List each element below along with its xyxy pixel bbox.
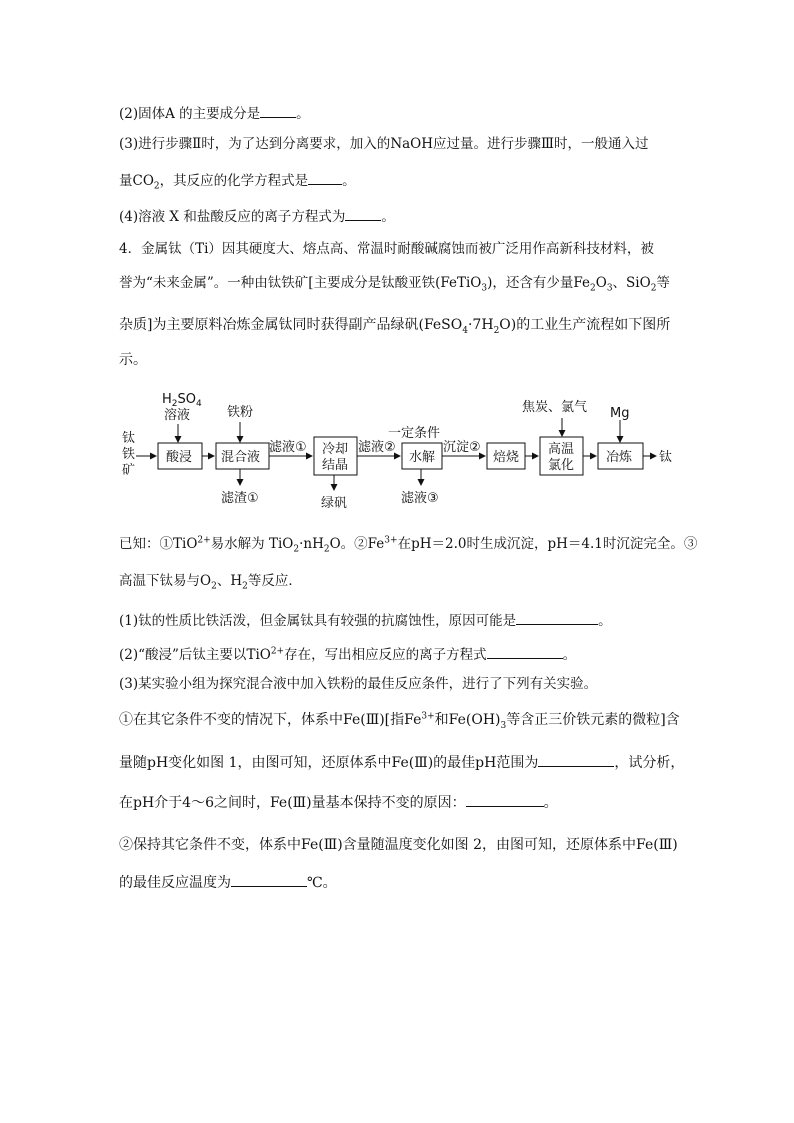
- input-ilmenite-char: 钛: [122, 431, 136, 446]
- subquestion-1-line1: ①在其它条件不变的情况下，体系中Fe(Ⅲ)[指$Fe^{3+}$和$Fe(OH)_3$等含正三价铁元素的微粒]含: [119, 711, 680, 731]
- question-3-3-line1: (3)进行步骤Ⅱ时，为了达到分离要求，加入的NaOH应过量。进行步骤Ⅲ时，一般通入过: [119, 136, 649, 152]
- subquestion-1-line3: 在pH介于4～6之间时，Fe(Ⅲ)量基本保持不变的原因： 。: [119, 795, 558, 811]
- subquestion-2-line2: 的最佳反应温度为 ℃。: [119, 875, 337, 891]
- reagent-solution-label: 溶液: [164, 408, 191, 423]
- question-3-2: (2)固体A 的主要成分是 。: [119, 106, 310, 122]
- known-conditions-line2: 高温下钛易与$O_2$、$H_2$等反应．: [119, 573, 302, 592]
- box-label-mixture: 混合液: [221, 450, 261, 465]
- answer-blank[interactable]: [466, 793, 544, 807]
- process-flow-diagram: [118, 390, 678, 512]
- condition-label: 一定条件: [388, 426, 441, 441]
- box-label-crystallize: 结晶: [322, 458, 349, 473]
- answer-blank[interactable]: [487, 645, 563, 659]
- answer-blank[interactable]: [231, 873, 307, 887]
- known-conditions-line1: 已知：①TiO$^{2+}$易水解为 $TiO_2\cdot nH_2O$。$②Fe^{3+}$在pH＝2.0时生成沉淀，pH＝4.1时沉淀完全。③: [119, 535, 698, 555]
- question-4-line4: 示。: [119, 352, 147, 368]
- answer-blank[interactable]: [516, 611, 598, 625]
- reagent-mg: Mg: [610, 406, 630, 421]
- question-4-1: (1)钛的性质比铁活泼，但金属钛具有较强的抗腐蚀性，原因可能是 。: [119, 613, 612, 629]
- answer-blank[interactable]: [260, 104, 296, 118]
- input-ilmenite-char: 矿: [122, 463, 136, 478]
- answer-blank[interactable]: [345, 207, 381, 221]
- output-residue1: 滤渣①: [221, 491, 259, 506]
- reagent-coke-chlorine: 焦炭、氯气: [522, 400, 588, 415]
- reagent-h2so4: $H_2SO_4$: [162, 392, 202, 409]
- box-label-acid-leach: 酸浸: [166, 450, 193, 465]
- output-titanium: 钛: [659, 450, 673, 465]
- arrow-label-filtrate2: 滤液②: [358, 440, 396, 455]
- question-4-line2: 誉为“未来金属”。一种由钛铁矿[主要成分是钛酸亚铁(FeTiO$_3$)，还含有少量$Fe_2O_3$、SiO$_2$等: [119, 275, 670, 294]
- question-3-4: (4)溶液 X 和盐酸反应的离子方程式为 。: [119, 209, 395, 225]
- answer-blank[interactable]: [538, 753, 614, 767]
- box-label-cool: 冷却: [322, 442, 349, 457]
- subquestion-2-line1: ②保持其它条件不变，体系中Fe(Ⅲ)含量随温度变化如图 2，由图可知，还原体系中Fe(Ⅲ): [119, 837, 678, 853]
- question-4-3: (3)某实验小组为探究混合液中加入铁粉的最佳反应条件，进行了下列有关实验。: [119, 676, 598, 692]
- question-4-2: (2)“酸浸”后钛主要以TiO$^{2+}$存在，写出相应反应的离子方程式 。: [119, 646, 577, 663]
- question-4-line3: 杂质]为主要原料冶炼金属钛同时获得副产品绿矾$(FeSO_4\cdot 7H_2O)$的工业生产流程如下图所: [119, 317, 671, 336]
- question-3-3-line2: 量$CO_2$，其反应的化学方程式是 。: [119, 173, 356, 192]
- input-ilmenite-char: 铁: [122, 447, 136, 462]
- answer-blank[interactable]: [308, 171, 342, 185]
- arrow-label-filtrate1: 滤液①: [269, 440, 307, 455]
- arrow-label-precipitate2: 沉淀②: [443, 440, 481, 455]
- output-green-vitriol: 绿矾: [321, 496, 348, 511]
- reagent-iron-powder: 铁粉: [227, 405, 254, 420]
- box-label-high-temp: 高温: [548, 442, 575, 457]
- subquestion-1-line2: 量随pH变化如图 1，由图可知，还原体系中Fe(Ⅲ)的最佳pH范围为 ，试分析，: [119, 755, 685, 771]
- output-filtrate3: 滤液③: [401, 491, 439, 506]
- box-label-smelting: 冶炼: [606, 450, 633, 465]
- box-label-roast: 焙烧: [493, 450, 520, 465]
- box-label-hydrolysis: 水解: [409, 450, 436, 465]
- box-label-chlorinate: 氯化: [548, 458, 575, 473]
- question-4-line1: 4．金属钛（Ti）因其硬度大、熔点高、常温时耐酸碱腐蚀而被广泛用作高新科技材料，被: [119, 241, 654, 257]
